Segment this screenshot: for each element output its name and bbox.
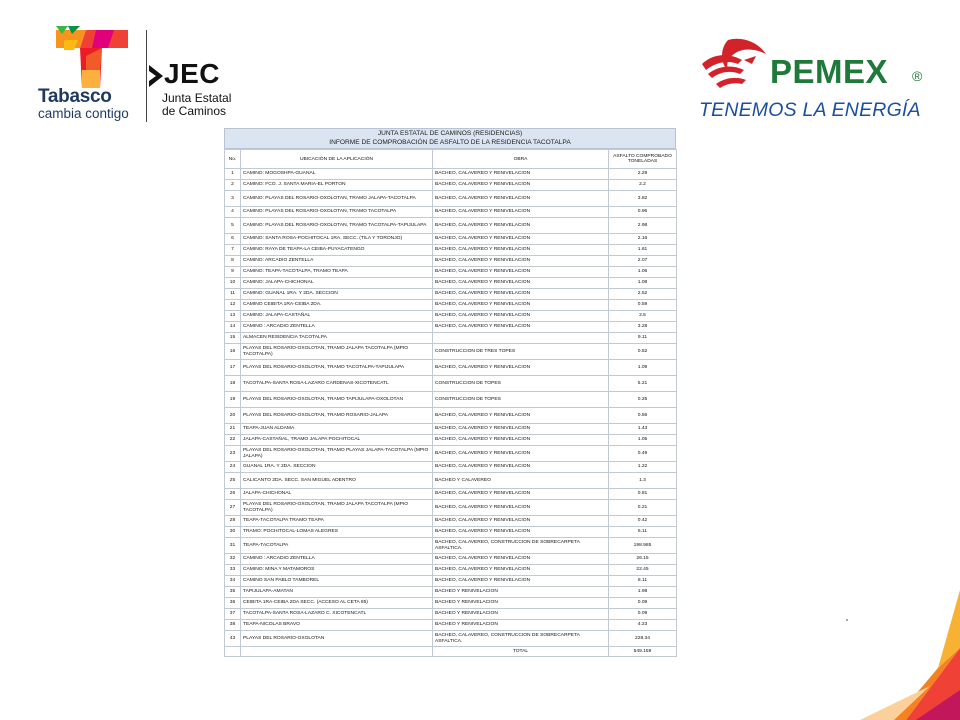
cell-asfalto: 1.61 xyxy=(609,245,677,256)
table-row xyxy=(225,462,677,473)
cell-no: 10 xyxy=(225,278,241,289)
cell-no: 30 xyxy=(225,527,241,538)
cell-asfalto: 2.2 xyxy=(609,180,677,191)
cell-no: 31 xyxy=(225,538,241,554)
cell-ubicacion: CAMINO: ARCADIO ZENTELLA xyxy=(241,256,433,267)
cell-ubicacion: TACOTALPA-SANTA ROSA-LAZARO C. XICOTENCATL xyxy=(241,609,433,620)
total-empty-2 xyxy=(241,647,433,657)
cell-asfalto: 2.98 xyxy=(609,218,677,234)
report-subtitle: INFORME DE COMPROBACIÓN DE ASFALTO DE LA RESIDENCIA TACOTALPA xyxy=(329,138,571,146)
cell-ubicacion: TRAMO: POCHITOCAL-LOMAS ALEGRES xyxy=(241,527,433,538)
cell-asfalto: 0.42 xyxy=(609,516,677,527)
total-row xyxy=(225,647,677,657)
tabasco-wordmark: Tabasco xyxy=(38,86,112,107)
cell-no: 18 xyxy=(225,376,241,392)
cell-obra: BACHEO Y RENIVELACION xyxy=(433,587,609,598)
cell-asfalto: 9.11 xyxy=(609,333,677,344)
table-row xyxy=(225,234,677,245)
cell-obra: BACHEO, CALAVEREO Y RENIVELACION xyxy=(433,565,609,576)
cell-ubicacion: CEIBITA 1RA-CEIBA 2DA SECC. (ACCESO AL CETA 85) xyxy=(241,598,433,609)
table-row xyxy=(225,527,677,538)
cell-obra: BACHEO, CALAVEREO Y RENIVELACION xyxy=(433,527,609,538)
table-row xyxy=(225,360,677,376)
cell-no: 11 xyxy=(225,289,241,300)
jec-chevron-icon xyxy=(149,65,163,87)
cell-obra: BACHEO, CALAVEREO Y RENIVELACION xyxy=(433,322,609,333)
table-row xyxy=(225,446,677,462)
cell-no: 27 xyxy=(225,500,241,516)
cell-asfalto: 2.29 xyxy=(609,169,677,180)
cell-asfalto: 2.5 xyxy=(609,311,677,322)
cell-obra: BACHEO, CALAVEREO Y RENIVELACION xyxy=(433,234,609,245)
cell-no: 34 xyxy=(225,576,241,587)
cell-asfalto: 0.21 xyxy=(609,500,677,516)
cell-obra: CONSTRUCCION DE TRES TOPES xyxy=(433,344,609,360)
cell-ubicacion: TEAPA-TACOTALPA TRAMO TEAPA xyxy=(241,516,433,527)
cell-obra: BACHEO Y RENIVELACION xyxy=(433,620,609,631)
cell-obra: BACHEO, CALAVEREO Y RENIVELACION xyxy=(433,500,609,516)
cell-ubicacion: PLAYAS DEL ROSARIO-OXOLOTAN xyxy=(241,631,433,647)
cell-no: 2 xyxy=(225,180,241,191)
cell-asfalto: 1.05 xyxy=(609,435,677,446)
cell-no: 28 xyxy=(225,516,241,527)
cell-asfalto: 0.09 xyxy=(609,598,677,609)
cell-obra: BACHEO, CALAVEREO, CONSTRUCCION DE SOBRECARPETA ASFALTICA. xyxy=(433,631,609,647)
table-row xyxy=(225,333,677,344)
cell-ubicacion: PLAYAS DEL ROSARIO-OXOLOTAN, TRAMO TACOTALPA-TAPIJULAPA xyxy=(241,360,433,376)
table-row xyxy=(225,424,677,435)
cell-asfalto: 0.49 xyxy=(609,446,677,462)
cell-asfalto: 3.82 xyxy=(609,191,677,207)
header-asfalto: ASFALTO COMPROBADO TONELADAS xyxy=(609,150,677,169)
cell-asfalto: 3.28 xyxy=(609,322,677,333)
tabasco-subtitle: cambia contigo xyxy=(38,106,129,121)
cell-ubicacion: JALAPA-CASTAÑAL, TRAMO JALAPA POCHITOCAL xyxy=(241,435,433,446)
cell-obra: BACHEO, CALAVEREO Y RENIVELACION xyxy=(433,207,609,218)
cell-ubicacion: TEAPA-TACOTALPA xyxy=(241,538,433,554)
cell-no: 6 xyxy=(225,234,241,245)
cell-ubicacion: JALAPA-CHICHONAL xyxy=(241,489,433,500)
cell-obra: BACHEO, CALAVEREO Y RENIVELACION xyxy=(433,424,609,435)
cell-asfalto: 0.52 xyxy=(609,344,677,360)
cell-asfalto: 26.15 xyxy=(609,554,677,565)
table-row xyxy=(225,180,677,191)
cell-ubicacion: PLAYAS DEL ROSARIO-OXOLOTAN, TRAMO JALAPA TACOTALPA (MPIO TACOTALPA) xyxy=(241,344,433,360)
cell-ubicacion: PLAYAS DEL ROSARIO-OXOLOTAN, TRAMO TAPIJULAPA-OXOLOTAN xyxy=(241,392,433,408)
cell-ubicacion: CAMINO: PLAYAS DEL ROSARIO-OXOLOTAN, TRAMO TACOTALPA xyxy=(241,207,433,218)
table-row xyxy=(225,609,677,620)
cell-obra: BACHEO, CALAVEREO Y RENIVELACION xyxy=(433,180,609,191)
jec-subtitle-line1: Junta Estatal xyxy=(162,91,232,105)
table-row xyxy=(225,489,677,500)
cell-ubicacion: CAMINO : ARCADIO ZENTELLA xyxy=(241,322,433,333)
report-title: JUNTA ESTATAL DE CAMINOS (RESIDENCIAS) xyxy=(377,130,523,137)
total-empty-1 xyxy=(225,647,241,657)
table-row xyxy=(225,245,677,256)
cell-no: 25 xyxy=(225,473,241,489)
table-row xyxy=(225,322,677,333)
table-row xyxy=(225,267,677,278)
asphalt-table xyxy=(224,149,677,657)
cell-ubicacion: CALICANTO 2DA. SECC. SAN MIGUEL ADENTRO xyxy=(241,473,433,489)
cell-asfalto: 1.08 xyxy=(609,278,677,289)
cell-ubicacion: CAMINO: MINA Y MATAMOROS xyxy=(241,565,433,576)
table-row xyxy=(225,500,677,516)
cell-no: 13 xyxy=(225,311,241,322)
cell-no: 1 xyxy=(225,169,241,180)
cell-no: 7 xyxy=(225,245,241,256)
table-header-row xyxy=(225,150,677,169)
cell-obra: BACHEO, CALAVEREO Y RENIVELACION xyxy=(433,462,609,473)
cell-ubicacion: CAMINO: JALAPA-CHICHONAL xyxy=(241,278,433,289)
cell-obra: BACHEO, CALAVEREO Y RENIVELACION xyxy=(433,191,609,207)
cell-no: 5 xyxy=(225,218,241,234)
table-body xyxy=(225,169,677,647)
cell-ubicacion: PLAYAS DEL ROSARIO-OXOLOTAN, TRAMO ROSARIO-JALAPA xyxy=(241,408,433,424)
table-row xyxy=(225,207,677,218)
table-row xyxy=(225,289,677,300)
cell-ubicacion: PLAYAS DEL ROSARIO-OXOLOTAN, TRAMO JALAPA TACOTALPA (MPIO TACOTALPA) xyxy=(241,500,433,516)
cell-asfalto: 22.45 xyxy=(609,565,677,576)
cell-obra: BACHEO, CALAVEREO Y RENIVELACION xyxy=(433,267,609,278)
cell-no: 14 xyxy=(225,322,241,333)
table-row xyxy=(225,565,677,576)
header-ubicacion: UBICACIÓN DE LA APLICACIÓN xyxy=(241,150,433,169)
report-header xyxy=(224,128,676,149)
cell-asfalto: 0.81 xyxy=(609,489,677,500)
cell-no: 23 xyxy=(225,446,241,462)
cell-asfalto: 4.23 xyxy=(609,620,677,631)
cell-obra: BACHEO, CALAVEREO Y RENIVELACION xyxy=(433,554,609,565)
cell-ubicacion: CAMINO : ARCADIO ZENTELLA xyxy=(241,554,433,565)
cell-ubicacion: CAMINO CEIBITA 1RA-CEIBA 2DA. xyxy=(241,300,433,311)
cell-no: 17 xyxy=(225,360,241,376)
cell-obra: CONSTRUCCION DE TOPES xyxy=(433,376,609,392)
table-row xyxy=(225,191,677,207)
table-row xyxy=(225,300,677,311)
cell-no: 33 xyxy=(225,565,241,576)
cell-obra: BACHEO, CALAVEREO Y RENIVELACION xyxy=(433,218,609,234)
tabasco-t-icon xyxy=(56,26,128,88)
cell-ubicacion: PLAYAS DEL ROSARIO-OXOLOTAN, TRAMO PLAYAS JALAPA-TACOTALPA (MPIO JALAPA) xyxy=(241,446,433,462)
cell-asfalto: 0.25 xyxy=(609,392,677,408)
cell-asfalto: 1.43 xyxy=(609,424,677,435)
cell-asfalto: 198.985 xyxy=(609,538,677,554)
cell-no: 4 xyxy=(225,207,241,218)
cell-no: 9 xyxy=(225,267,241,278)
cell-ubicacion: CAMINO: FCO. J. SANTA MARIA-EL PORTON xyxy=(241,180,433,191)
cell-obra: BACHEO, CALAVEREO Y RENIVELACION xyxy=(433,300,609,311)
cell-asfalto: 2.52 xyxy=(609,289,677,300)
cell-no: 35 xyxy=(225,587,241,598)
cell-no: 12 xyxy=(225,300,241,311)
cell-obra: BACHEO, CALAVEREO Y RENIVELACION xyxy=(433,289,609,300)
cell-no: 19 xyxy=(225,392,241,408)
table-row xyxy=(225,598,677,609)
cell-asfalto: 1.22 xyxy=(609,462,677,473)
cell-asfalto: 2.07 xyxy=(609,256,677,267)
corner-decoration xyxy=(820,590,960,720)
cell-ubicacion: CAMINO: PLAYAS DEL ROSARIO-OXOLOTAN, TRAMO JALAPA-TACOTALPA xyxy=(241,191,433,207)
cell-ubicacion: TEAPA-JUAN ALDAMA xyxy=(241,424,433,435)
cell-asfalto: 8.11 xyxy=(609,576,677,587)
cell-no: 37 xyxy=(225,609,241,620)
cell-asfalto: 2.16 xyxy=(609,234,677,245)
cell-no: 38 xyxy=(225,620,241,631)
tabasco-logo xyxy=(34,26,146,126)
cell-ubicacion: CAMINO: GUANAL 1RA. Y 2DA. SECCION xyxy=(241,289,433,300)
cell-obra xyxy=(433,333,609,344)
cell-no: 3 xyxy=(225,191,241,207)
cell-ubicacion: CAMINO: MOGOSHPA-GUANAL xyxy=(241,169,433,180)
cell-obra: BACHEO, CALAVEREO Y RENIVELACION xyxy=(433,278,609,289)
table-row xyxy=(225,344,677,360)
cell-obra: BACHEO Y RENIVELACION xyxy=(433,609,609,620)
cell-asfalto: 5.21 xyxy=(609,376,677,392)
cell-obra: BACHEO, CALAVEREO Y RENIVELACION xyxy=(433,311,609,322)
table-row xyxy=(225,218,677,234)
table-row xyxy=(225,587,677,598)
cell-ubicacion: CAMINO SAN PABLO TAMBOREL xyxy=(241,576,433,587)
cell-no: 8 xyxy=(225,256,241,267)
cell-no: 24 xyxy=(225,462,241,473)
cell-obra: BACHEO Y RENIVELACION xyxy=(433,598,609,609)
table-row xyxy=(225,408,677,424)
cell-no: 15 xyxy=(225,333,241,344)
cell-asfalto: 0.56 xyxy=(609,408,677,424)
cell-obra: BACHEO, CALAVEREO Y RENIVELACION xyxy=(433,446,609,462)
table-row xyxy=(225,376,677,392)
logo-divider xyxy=(146,30,147,122)
table-row xyxy=(225,169,677,180)
cell-no: 36 xyxy=(225,598,241,609)
table-row xyxy=(225,516,677,527)
cell-obra: BACHEO, CALAVEREO, CONSTRUCCION DE SOBRECARPETA ASFALTICA. xyxy=(433,538,609,554)
cell-asfalto: 1.3 xyxy=(609,473,677,489)
total-label: TOTAL xyxy=(433,647,609,657)
cell-asfalto: 1.09 xyxy=(609,360,677,376)
cell-no: 32 xyxy=(225,554,241,565)
jec-subtitle xyxy=(162,92,231,118)
cell-no: 43 xyxy=(225,631,241,647)
cell-ubicacion: ALMACEN RESIDENCIA TACOTALPA xyxy=(241,333,433,344)
cell-obra: BACHEO, CALAVEREO Y RENIVELACION xyxy=(433,408,609,424)
cell-asfalto: 6.11 xyxy=(609,527,677,538)
cell-ubicacion: TAPIJULAPA-AMATAN xyxy=(241,587,433,598)
cell-obra: CONSTRUCCION DE TOPES xyxy=(433,392,609,408)
cell-obra: BACHEO, CALAVEREO Y RENIVELACION xyxy=(433,489,609,500)
cell-asfalto: 228.34 xyxy=(609,631,677,647)
cell-asfalto: 1.06 xyxy=(609,267,677,278)
pemex-eagle-icon xyxy=(698,34,770,92)
cell-obra: BACHEO, CALAVEREO Y RENIVELACION xyxy=(433,516,609,527)
cell-no: 22 xyxy=(225,435,241,446)
cell-obra: BACHEO, CALAVEREO Y RENIVELACION xyxy=(433,256,609,267)
table-row xyxy=(225,392,677,408)
jec-subtitle-line2: de Caminos xyxy=(162,104,227,118)
table-row xyxy=(225,620,677,631)
header-obra: OBRA xyxy=(433,150,609,169)
table-row xyxy=(225,576,677,587)
total-value: 549.159 xyxy=(609,647,677,657)
cell-obra: BACHEO, CALAVEREO Y RENIVELACION xyxy=(433,576,609,587)
cell-obra: BACHEO, CALAVEREO Y RENIVELACION xyxy=(433,169,609,180)
cell-ubicacion: TACOTALPA-SANTA ROSA-LAZARO CARDENAS-XICOTENCATL xyxy=(241,376,433,392)
cell-obra: BACHEO, CALAVEREO Y RENIVELACION xyxy=(433,360,609,376)
cell-obra: BACHEO Y CALAVEREO xyxy=(433,473,609,489)
registered-icon: ® xyxy=(912,68,923,84)
cell-ubicacion: TEAPA-NICOLAS BRAVO xyxy=(241,620,433,631)
cell-ubicacion: CAMINO: JALAPA-CASTAÑAL xyxy=(241,311,433,322)
table-row xyxy=(225,256,677,267)
pemex-slogan: TENEMOS LA ENERGÍA xyxy=(699,99,921,121)
pemex-wordmark: PEMEX xyxy=(770,53,889,90)
table-row xyxy=(225,631,677,647)
cell-asfalto: 1.98 xyxy=(609,587,677,598)
table-row xyxy=(225,473,677,489)
cell-ubicacion: CAMINO: PLAYAS DEL ROSARIO-OXOLOTAN, TRAMO TACOTALPA-TAPIJULAPA xyxy=(241,218,433,234)
cell-no: 16 xyxy=(225,344,241,360)
cell-ubicacion: CAMINO: RAYA DE TEAPA-LA CEIBA-PUYACATENGO xyxy=(241,245,433,256)
cell-obra: BACHEO, CALAVEREO Y RENIVELACION xyxy=(433,245,609,256)
table-row xyxy=(225,554,677,565)
table-row xyxy=(225,435,677,446)
jec-wordmark: JEC xyxy=(164,58,220,89)
table-row xyxy=(225,278,677,289)
cell-obra: BACHEO, CALAVEREO Y RENIVELACION xyxy=(433,435,609,446)
table-row xyxy=(225,311,677,322)
cell-no: 20 xyxy=(225,408,241,424)
cell-asfalto: 0.09 xyxy=(609,609,677,620)
cell-ubicacion: GUANAL 1RA. Y 2DA. SECCION xyxy=(241,462,433,473)
table-row xyxy=(225,538,677,554)
cell-asfalto: 0.59 xyxy=(609,300,677,311)
report xyxy=(224,128,676,657)
cell-ubicacion: CAMINO: SANTA ROSA-POCHITOCAL 1RA. SECC. (TILA Y TORONJO) xyxy=(241,234,433,245)
cell-ubicacion: CAMINO: TEAPA-TACOTALPA, TRAMO TEAPA xyxy=(241,267,433,278)
cell-no: 26 xyxy=(225,489,241,500)
cell-asfalto: 0.96 xyxy=(609,207,677,218)
header-no: No. xyxy=(225,150,241,169)
cell-no: 21 xyxy=(225,424,241,435)
